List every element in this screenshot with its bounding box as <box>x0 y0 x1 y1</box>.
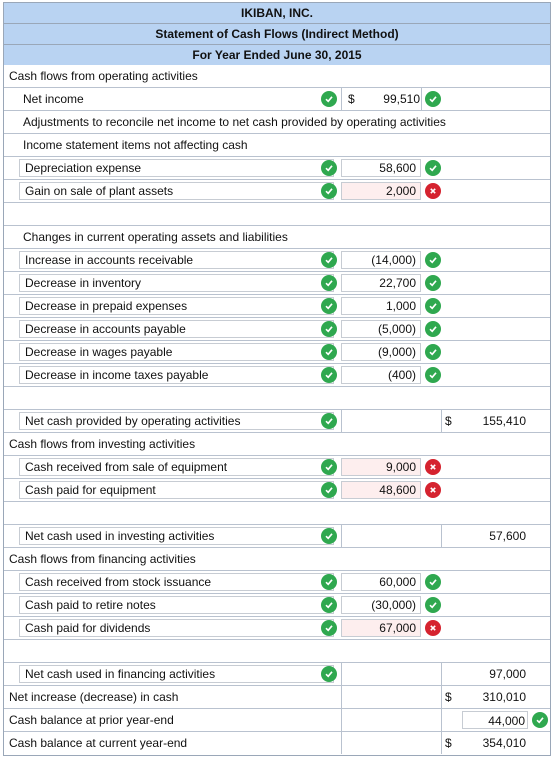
divider <box>341 410 342 432</box>
divider <box>441 686 442 708</box>
statement-period: For Year Ended June 30, 2015 <box>3 44 551 65</box>
check-icon <box>425 298 441 314</box>
check-icon <box>321 91 337 107</box>
check-icon <box>425 160 441 176</box>
divider <box>341 663 342 685</box>
row-gain-sale <box>4 180 550 203</box>
divider <box>341 88 342 110</box>
check-icon <box>425 275 441 291</box>
check-icon <box>321 344 337 360</box>
row-label: Income statement items not affecting cash <box>23 138 248 152</box>
company-name: IKIBAN, INC. <box>3 2 551 23</box>
description-field[interactable]: Cash paid for equipment <box>19 481 334 499</box>
section-heading: Cash flows from operating activities <box>9 69 198 83</box>
row-financing-heading <box>4 548 550 571</box>
amount-field[interactable]: (400) <box>341 366 421 384</box>
check-icon <box>425 321 441 337</box>
row-net-income <box>4 88 550 111</box>
dollar-sign: $ <box>445 690 452 704</box>
row-income-items <box>4 134 550 157</box>
row-wages <box>4 341 550 364</box>
row-inventory <box>4 272 550 295</box>
section-heading: Cash flows from investing activities <box>9 437 196 451</box>
x-icon <box>425 183 441 199</box>
amount-field[interactable]: (9,000) <box>341 343 421 361</box>
description-field[interactable]: Decrease in wages payable <box>19 343 334 361</box>
dollar-sign: $ <box>348 92 355 106</box>
row-changes-heading <box>4 226 550 249</box>
row-label: Net increase (decrease) in cash <box>9 690 179 704</box>
row-net-change <box>4 686 550 709</box>
check-icon <box>321 666 337 682</box>
total-value: 97,000 <box>489 667 526 681</box>
divider <box>441 663 442 685</box>
description-field[interactable]: Decrease in income taxes payable <box>19 366 334 384</box>
check-icon <box>425 252 441 268</box>
check-icon <box>321 321 337 337</box>
row-income-taxes <box>4 364 550 387</box>
amount-field[interactable]: 67,000 <box>341 619 421 637</box>
divider <box>341 686 342 708</box>
amount-field[interactable]: 60,000 <box>341 573 421 591</box>
amount-value: 99,510 <box>383 92 420 106</box>
check-icon <box>321 367 337 383</box>
check-icon <box>321 574 337 590</box>
row-blank <box>4 387 550 410</box>
amount-field[interactable]: 22,700 <box>341 274 421 292</box>
check-icon <box>321 459 337 475</box>
divider <box>441 525 442 547</box>
row-dividends <box>4 617 550 640</box>
row-equipment-sale <box>4 456 550 479</box>
row-adjustments <box>4 111 550 134</box>
total-value: 354,010 <box>482 736 526 750</box>
description-field[interactable]: Cash paid for dividends <box>19 619 334 637</box>
total-value: 155,410 <box>482 414 526 428</box>
row-prior-balance <box>4 709 550 732</box>
check-icon <box>321 298 337 314</box>
row-blank <box>4 203 550 226</box>
amount-field[interactable]: 1,000 <box>341 297 421 315</box>
row-current-balance <box>4 732 550 755</box>
description-field[interactable]: Net cash provided by operating activities <box>19 412 334 430</box>
check-icon <box>425 91 441 107</box>
dollar-sign: $ <box>445 414 452 428</box>
row-accounts-payable <box>4 318 550 341</box>
check-icon <box>425 344 441 360</box>
description-field[interactable]: Decrease in prepaid expenses <box>19 297 334 315</box>
check-icon <box>321 597 337 613</box>
amount-field[interactable]: 58,600 <box>341 159 421 177</box>
total-value: 310,010 <box>482 690 526 704</box>
divider <box>441 732 442 754</box>
row-stock-issuance <box>4 571 550 594</box>
description-field[interactable]: Depreciation expense <box>19 159 334 177</box>
x-icon <box>425 482 441 498</box>
row-prepaid <box>4 295 550 318</box>
amount-field[interactable]: 44,000 <box>462 711 528 729</box>
amount-field[interactable]: (30,000) <box>341 596 421 614</box>
check-icon <box>321 620 337 636</box>
row-label: Changes in current operating assets and liabilities <box>23 230 288 244</box>
row-net-financing <box>4 663 550 686</box>
amount-field[interactable]: 2,000 <box>341 182 421 200</box>
row-net-operating <box>4 410 550 433</box>
amount-field[interactable]: 48,600 <box>341 481 421 499</box>
row-label: Net income <box>23 92 84 106</box>
description-field[interactable]: Decrease in accounts payable <box>19 320 334 338</box>
check-icon <box>321 528 337 544</box>
amount-field[interactable]: (5,000) <box>341 320 421 338</box>
check-icon <box>321 183 337 199</box>
check-icon <box>425 597 441 613</box>
row-blank <box>4 640 550 663</box>
check-icon <box>425 574 441 590</box>
description-field[interactable]: Increase in accounts receivable <box>19 251 334 269</box>
dollar-sign: $ <box>445 736 452 750</box>
total-value: 57,600 <box>489 529 526 543</box>
divider <box>341 525 342 547</box>
row-depreciation <box>4 157 550 180</box>
divider <box>341 732 342 754</box>
description-field[interactable]: Cash received from sale of equipment <box>19 458 334 476</box>
statement-title: Statement of Cash Flows (Indirect Method) <box>3 23 551 44</box>
row-label: Adjustments to reconcile net income to net cash provided by operating activities <box>23 115 446 129</box>
row-equipment-paid <box>4 479 550 502</box>
check-icon <box>425 367 441 383</box>
row-label: Cash balance at current year-end <box>9 736 188 750</box>
row-blank <box>4 502 550 525</box>
cash-flow-statement <box>3 2 551 756</box>
row-investing-heading <box>4 433 550 456</box>
description-field[interactable]: Net cash used in investing activities <box>19 527 334 545</box>
check-icon <box>321 482 337 498</box>
description-field[interactable]: Gain on sale of plant assets <box>19 182 334 200</box>
description-field[interactable]: Decrease in inventory <box>19 274 334 292</box>
divider <box>341 709 342 731</box>
section-heading: Cash flows from financing activities <box>9 552 196 566</box>
check-icon <box>321 275 337 291</box>
check-icon <box>321 413 337 429</box>
check-icon <box>532 712 548 728</box>
description-field[interactable]: Cash received from stock issuance <box>19 573 334 591</box>
check-icon <box>321 252 337 268</box>
row-operating-heading <box>4 65 550 88</box>
row-label: Cash balance at prior year-end <box>9 713 174 727</box>
amount-field[interactable]: (14,000) <box>341 251 421 269</box>
divider <box>441 410 442 432</box>
x-icon <box>425 459 441 475</box>
description-field[interactable]: Net cash used in financing activities <box>19 665 334 683</box>
row-accounts-receivable <box>4 249 550 272</box>
divider <box>441 709 442 731</box>
description-field[interactable]: Cash paid to retire notes <box>19 596 334 614</box>
divider <box>421 88 422 110</box>
row-net-investing <box>4 525 550 548</box>
x-icon <box>425 620 441 636</box>
row-retire-notes <box>4 594 550 617</box>
amount-field[interactable]: 9,000 <box>341 458 421 476</box>
check-icon <box>321 160 337 176</box>
